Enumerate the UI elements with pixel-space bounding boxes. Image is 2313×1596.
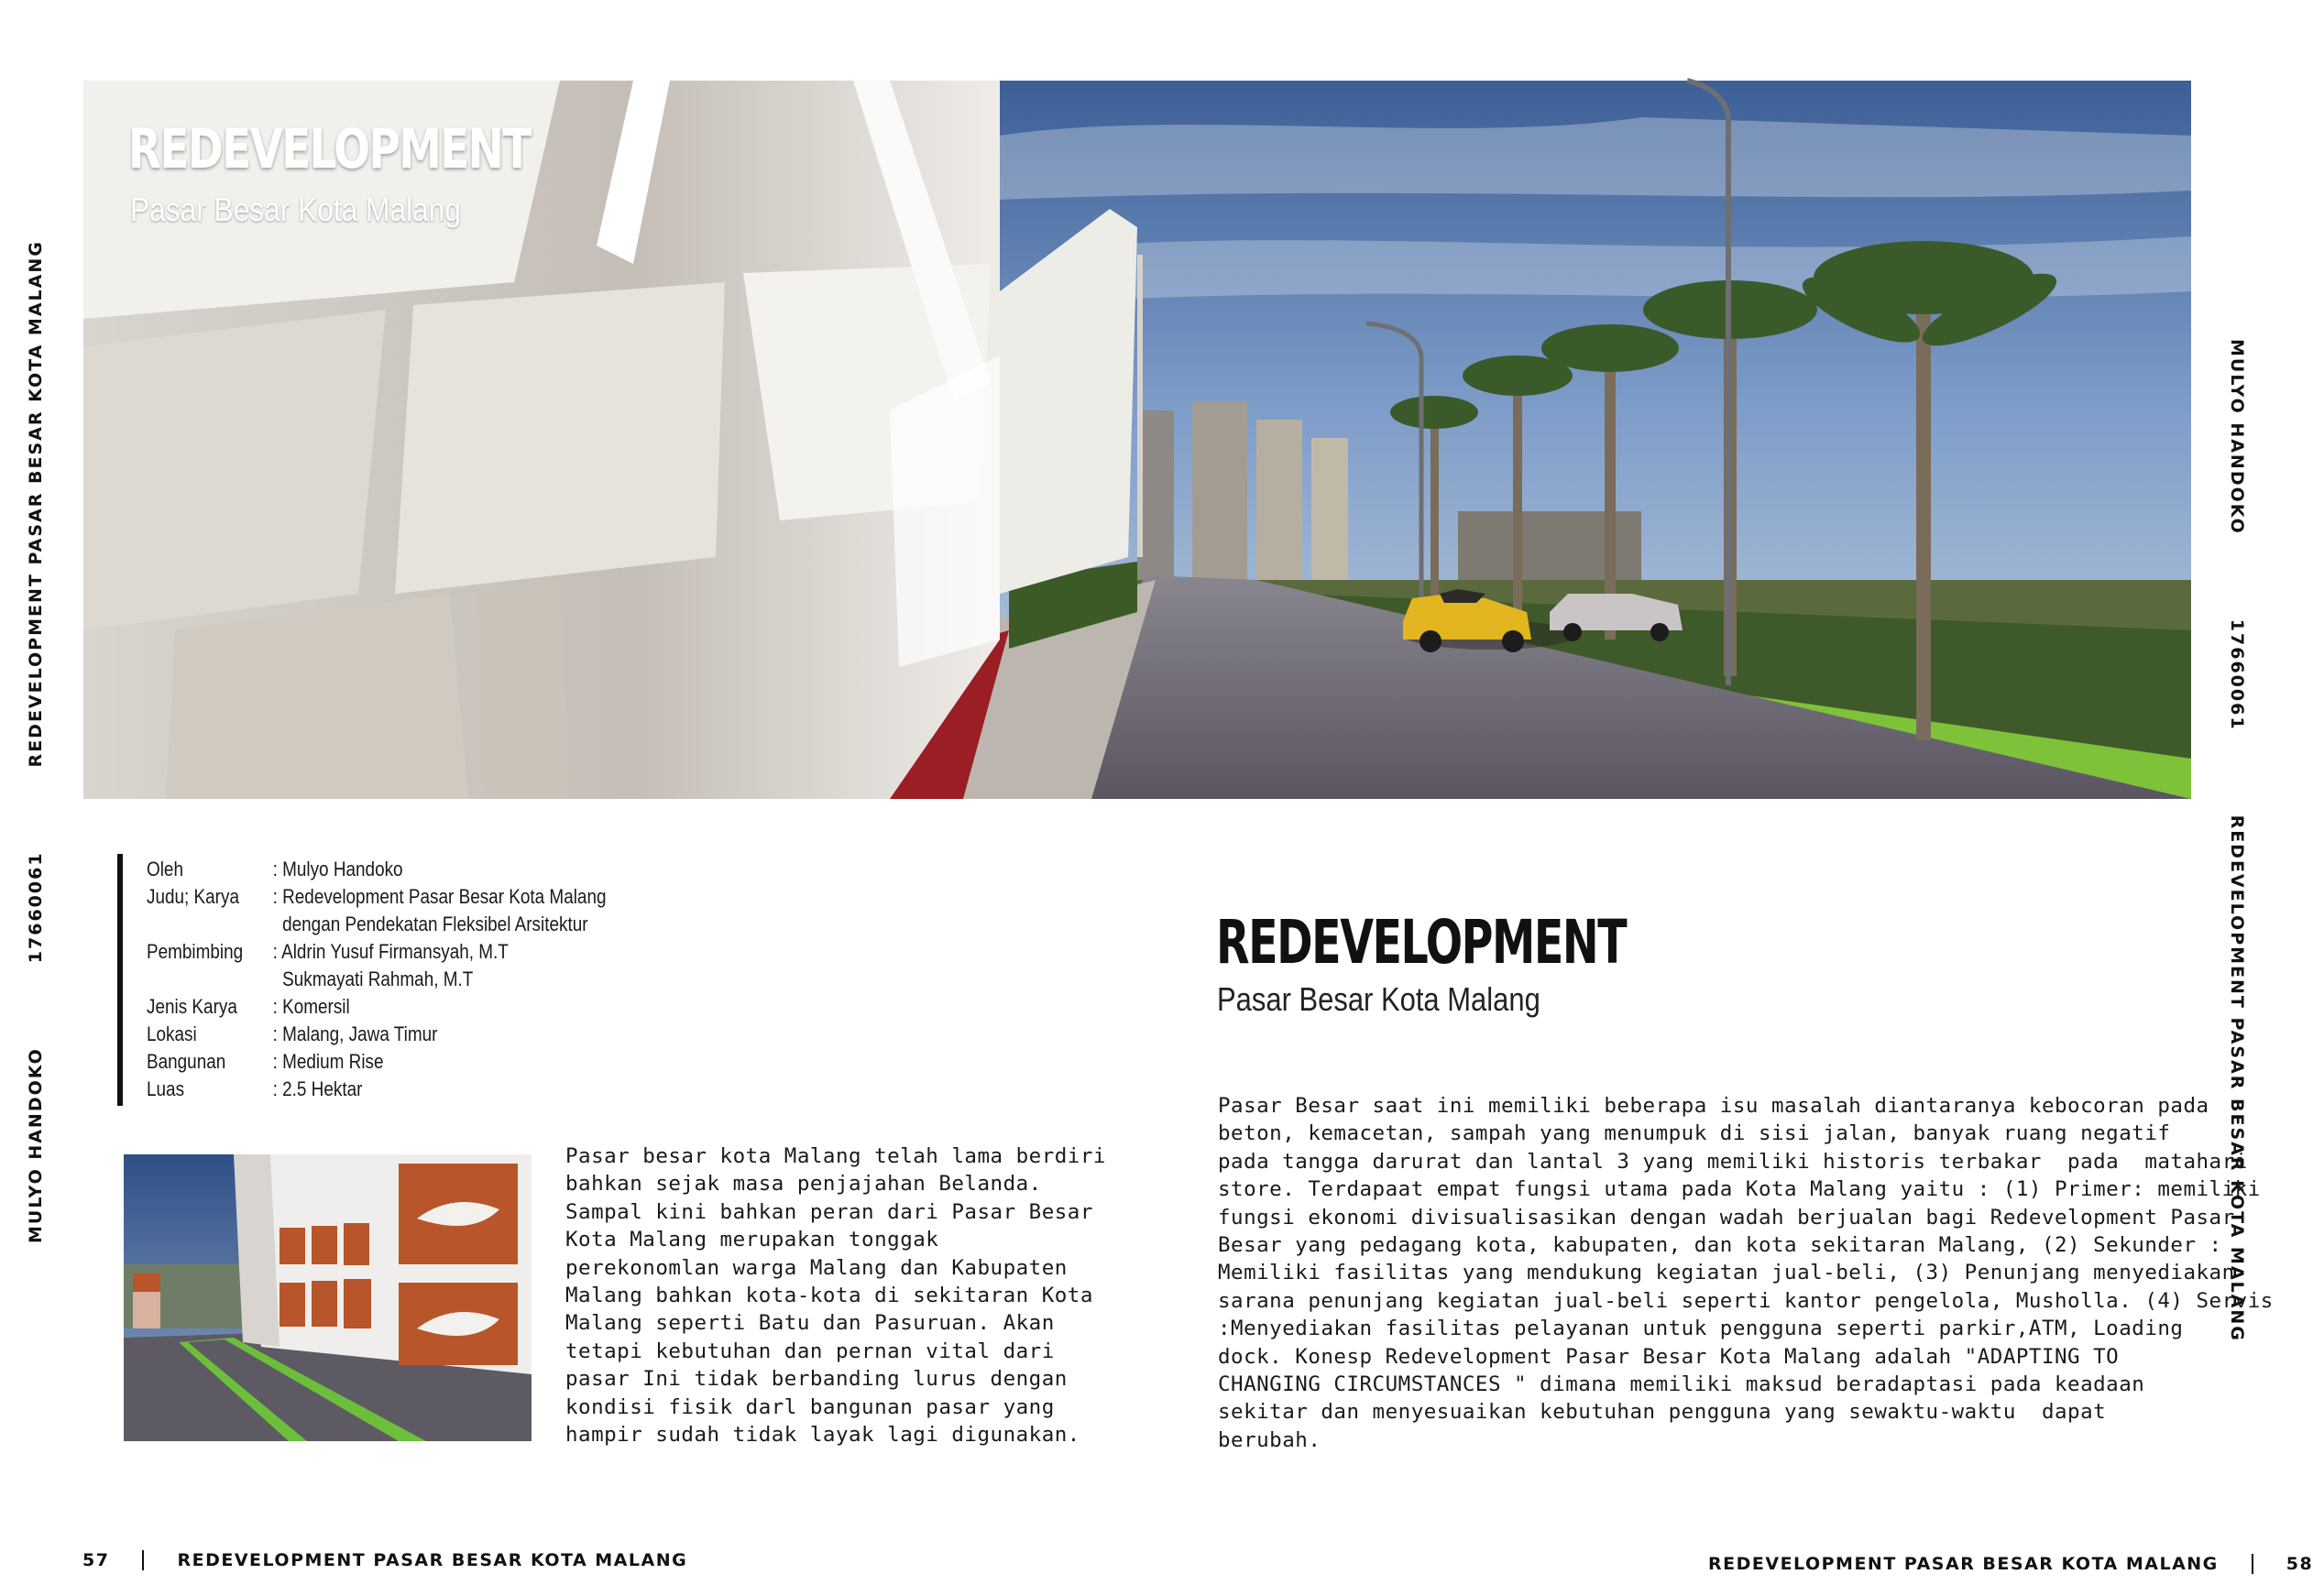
- info-value: : Mulyo Handoko: [272, 858, 403, 880]
- section-title: REDEVELOPMENT: [1216, 907, 1627, 978]
- info-value: : Aldrin Yusuf Firmansyah, M.T: [272, 940, 509, 963]
- left-running-head: [26, 240, 46, 1243]
- student-id: 17660061: [26, 851, 46, 964]
- info-value: : Malang, Jawa Timur: [272, 1022, 438, 1045]
- hero-title: REDEVELOPMENT: [128, 117, 531, 181]
- info-row: [147, 1021, 606, 1048]
- info-label: Pembimbing: [147, 940, 244, 963]
- info-label: Lokasi: [147, 1022, 197, 1045]
- info-row: [147, 856, 606, 883]
- info-row: [147, 1048, 606, 1076]
- hero-subtitle: Pasar Besar Kota Malang: [130, 191, 462, 228]
- info-row: [147, 966, 606, 993]
- info-row: [147, 883, 606, 911]
- footer-text: REDEVELOPMENT PASAR BESAR KOTA MALANG: [177, 1550, 688, 1570]
- info-label: [147, 966, 273, 993]
- info-value: : 2.5 Hektar: [272, 1077, 363, 1100]
- info-value: dengan Pendekatan Fleksibel Arsitektur: [272, 913, 588, 935]
- footer-left: [82, 1550, 687, 1570]
- info-value: Sukmayati Rahmah, M.T: [272, 967, 474, 990]
- market-street-render: [124, 1154, 532, 1441]
- right-body-paragraph: Pasar Besar saat ini memiliki beberapa isu masalah diantaranya kebocoran pada beton, kemacetan, sampah yang menumpuk di sisi jalan, banyak ruang negatif pada tangga darurat dan lantal 3 yang memiliki historis terbakar pada matahari store. Terdapaat empat fungsi utama pada Kota Malang yaitu : (1) Primer: memiliki fungsi ekonomi divisualisasikan dengan wadah berjualan bagi Redevelopment Pasar Besar yang pedagang kota, kabupaten, dan kota sekitaran Malang, (2) Sekunder : Memiliki fasilitas yang mendukung kegiatan jual-beli, (3) Penunjang menyediakan sarana penunjang kegiatan jual-beli seperti kantor pengelola, Musholla. (4) Servis :Menyediakan fasilitas pelayanan untuk pengguna seperti parkir,ATM, Loading dock. Konesp Redevelopment Pasar Besar Kota Malang adalah "ADAPTING TO CHANGING CIRCUMSTANCES " dimana memiliki maksud beradaptasi pada keadaan sekitar dan menyesuaikan kebutuhan pengguna yang sewaktu-waktu dapat berubah.: [1218, 1094, 2274, 1452]
- section-subtitle: Pasar Besar Kota Malang: [1217, 980, 1540, 1018]
- author-name: MULYO HANDOKO: [26, 1047, 46, 1243]
- info-value: : Redevelopment Pasar Besar Kota Malang: [272, 885, 607, 908]
- info-value: : Komersil: [272, 995, 350, 1018]
- separator: [142, 1550, 144, 1570]
- student-id: 17660061: [2227, 618, 2247, 731]
- info-label: Jenis Karya: [147, 995, 237, 1018]
- project-title: REDEVELOPMENT PASAR BESAR KOTA MALANG: [2227, 814, 2247, 1342]
- info-value: : Medium Rise: [272, 1050, 384, 1073]
- page-number: 58: [2286, 1554, 2313, 1574]
- info-label: Oleh: [147, 858, 183, 880]
- info-label: Luas: [147, 1077, 185, 1100]
- separator: [2252, 1554, 2253, 1574]
- info-label: [147, 911, 273, 938]
- info-label: Judu; Karya: [147, 885, 239, 908]
- footer-right: [1708, 1554, 2313, 1574]
- page-number: 57: [82, 1550, 110, 1570]
- project-info-block: [147, 856, 606, 1103]
- info-accent-bar: [117, 854, 123, 1106]
- info-row: [147, 993, 606, 1021]
- left-body-paragraph: Pasar besar kota Malang telah lama berdiri bahkan sejak masa penjajahan Belanda. Sampal kini bahkan peran dari Pasar Besar Kota Malang merupakan tonggak perekonomlan warga Malang dan Kabupaten Malang bahkan kota-kota di sekitaran Kota Malang seperti Batu dan Pasuruan. Akan tetapi kebutuhan dan pernan vital dari pasar Ini tidak berbanding lurus dengan kondisi fisik darl bangunan pasar yang hampir sudah tidak layak lagi digunakan.: [565, 1144, 1106, 1448]
- footer-text: REDEVELOPMENT PASAR BESAR KOTA MALANG: [1708, 1554, 2219, 1574]
- hero-render-image: [83, 81, 2191, 799]
- info-row: [147, 938, 606, 966]
- info-row: [147, 1076, 606, 1103]
- author-name: MULYO HANDOKO: [2227, 339, 2247, 535]
- right-running-head: [2227, 339, 2247, 1342]
- project-title: REDEVELOPMENT PASAR BESAR KOTA MALANG: [26, 240, 46, 768]
- info-label: Bangunan: [147, 1050, 226, 1073]
- info-row: [147, 911, 606, 938]
